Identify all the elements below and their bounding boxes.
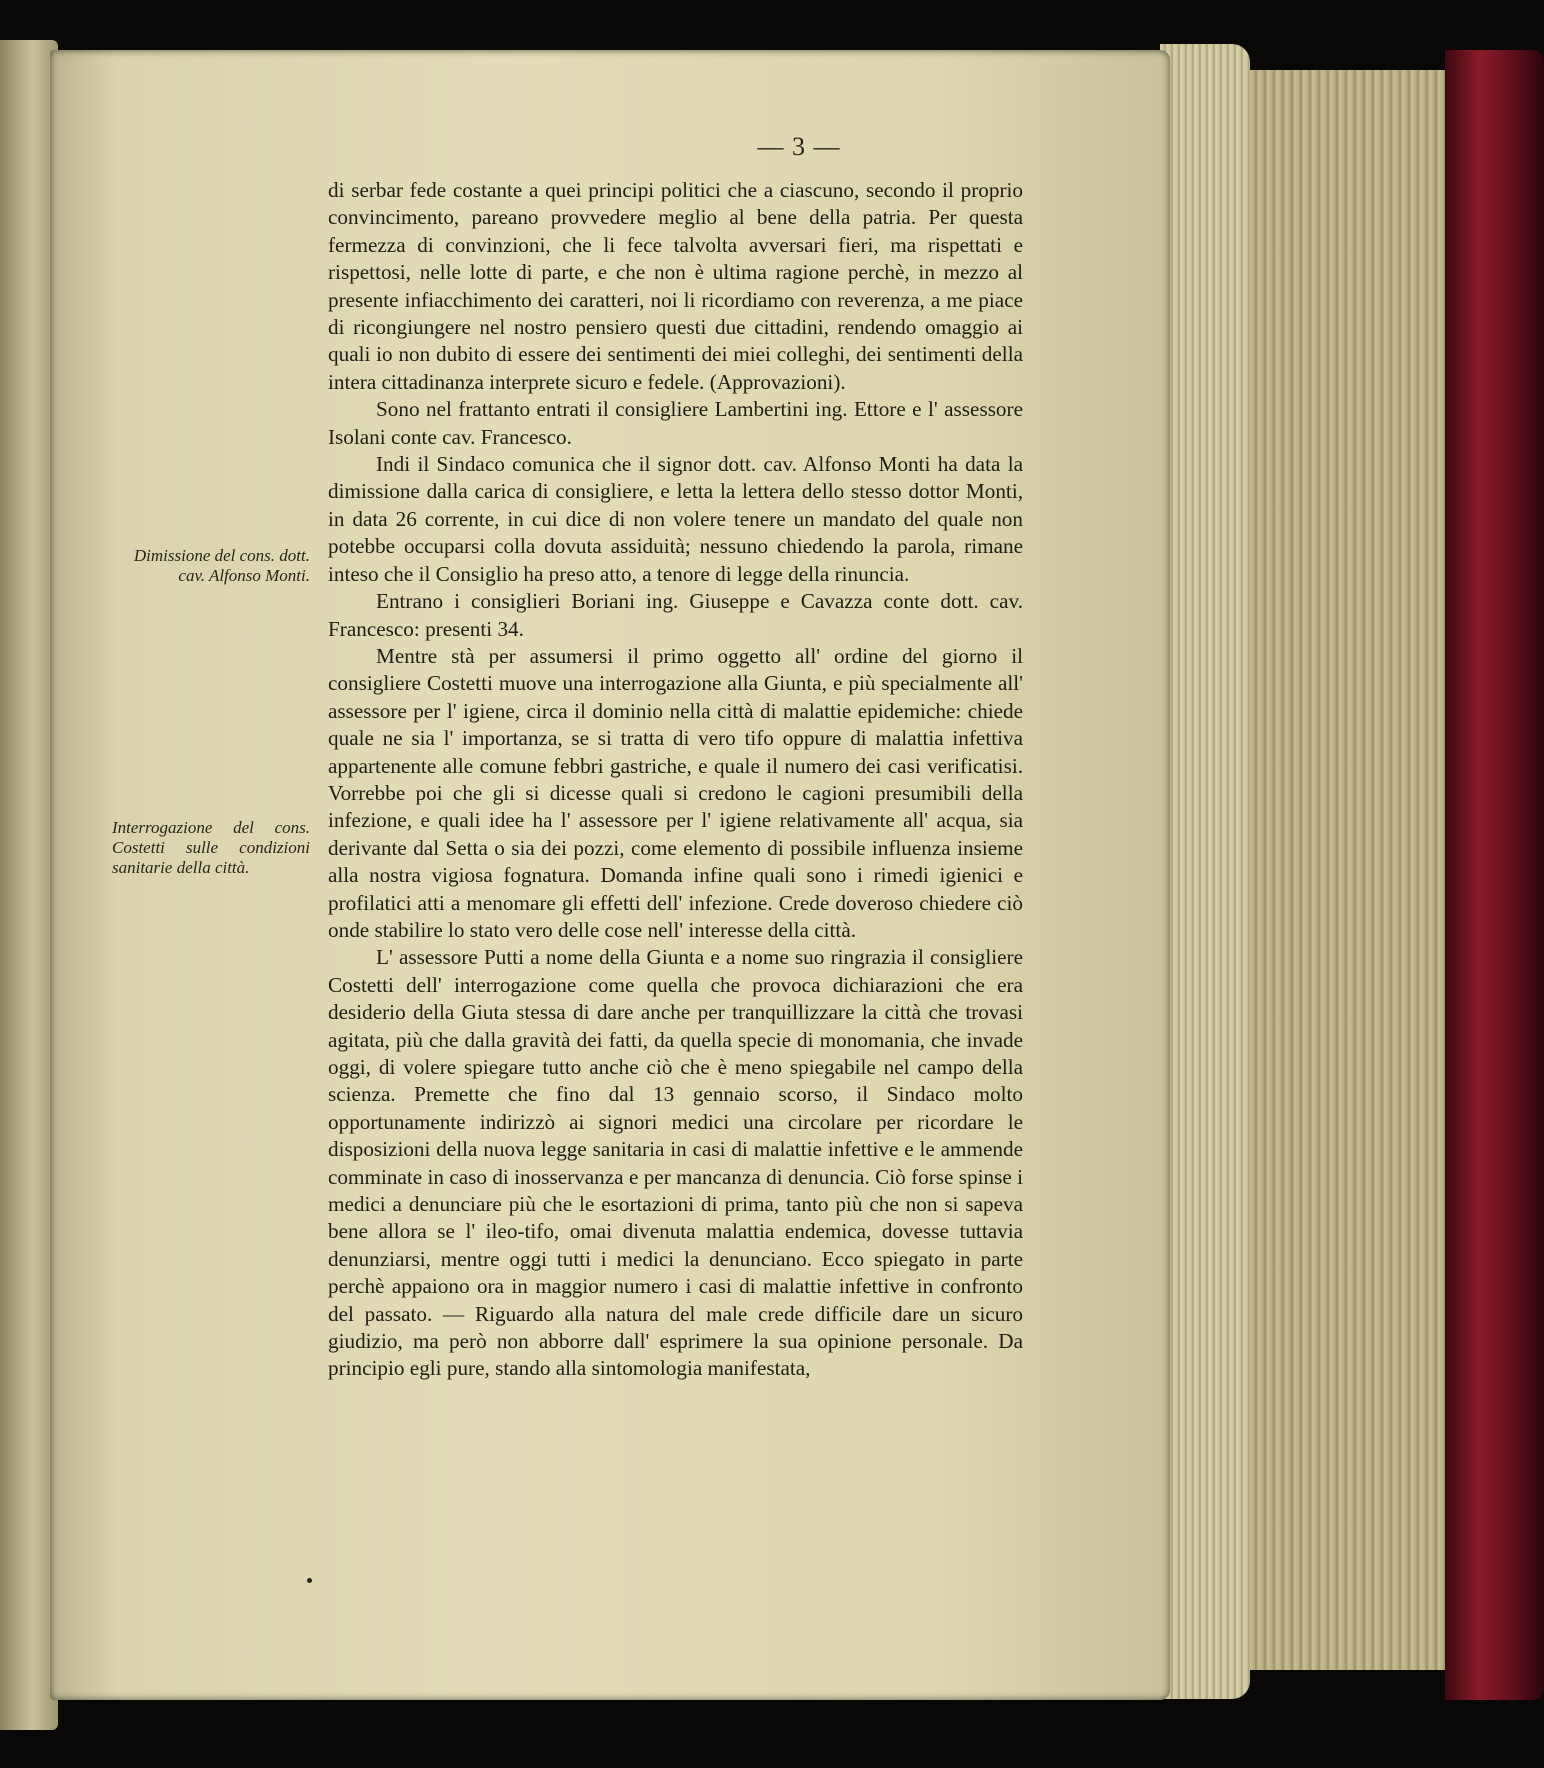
margin-note-interrogazione: Interrogazione del cons. Costetti sulle condizioni sanitarie della città.: [112, 818, 310, 877]
body-text: [328, 177, 1023, 1383]
paragraph: Mentre stà per assumersi il primo oggetto all' ordine del giorno il consigliere Costetti muove una interrogazione alla Giunta, e più specialmente all' assessore per l' igiene, circa il dominio nella città di malattie epidemiche: chiede quale ne sia l' importanza, se si tratta di vero tifo oppure di malattia infettiva appartenente alle comune febbri gastriche, e quale il numero dei casi verificatisi. Vorrebbe poi che gli si dicesse quali si credono le cagioni presumibili della infezione, e quali idee ha l' assessore per l' igiene relativamente all' acqua, sia derivante dal Setta o sia dei pozzi, come elemento di possibile influenza insieme alla nostra vigiosa fognatura. Domanda infine quali sono i rimedi igienici e profilatici atti a menomare gli effetti dell' infezione. Crede doveroso chiedere ciò onde stabilire lo stato vero delle cose nell' interesse della città.: [328, 643, 1023, 942]
paragraph: L' assessore Putti a nome della Giunta e a nome suo ringrazia il consigliere Costetti dell' interrogazione come quella che provoca dichiarazioni che era desiderio della Giuta stessa di dare anche per tranquillizzare la città che trovasi agitata, più che dalla gravità dei fatti, da quella specie di monomania, che invade oggi, di volere spiegare tutto anche ciò che è meno spiegabile nel campo della scienza. Premette che fino dal 13 gennaio scorso, il Sindaco molto opportunamente indirizzò ai signori medici una circolare per ricordare le disposizioni della nuova legge sanitaria in casi di malattie infettive e le ammende comminate in caso di inosservanza e per mancanza di denuncia. Ciò forse spinse i medici a denunciare più che le esortazioni di prima, tanto più che non si sapeva bene allora se l' ileo-tifo, omai divenuta malattia endemica, dovesse tuttavia denunziarsi, mentre oggi tutti i medici la denunciano. Ecco spiegato in parte perchè appaiono ora in maggior numero i casi di malattie infettive in confronto del passato. — Riguardo alla natura del male crede difficile dare un sicuro giudizio, ma però non abborre dall' esprimere la sua opinione personale. Da principio egli pure, stando alla sintomologia manifestata,: [328, 945, 1023, 1381]
page-stack-edge: [1160, 44, 1250, 1699]
paragraph: Entrano i consiglieri Boriani ing. Giuseppe e Cavazza conte dott. cav. Francesco: presenti 34.: [328, 589, 1023, 641]
ink-speck: [307, 1578, 312, 1583]
book-block-edge: [1250, 70, 1460, 1670]
paragraph: di serbar fede costante a quei principi politici che a ciascuno, secondo il proprio convincimento, pareano provvedere meglio al bene della patria. Per questa fermezza di convinzioni, che li fece talvolta avversari fieri, ma rispettati e rispettosi, nelle lotte di parte, e che non è ultima ragione perchè, in mezzo al presente infiacchimento dei caratteri, noi li ricordiamo con reverenza, a me piace di ricongiungere nel nostro pensiero questi due cittadini, rendendo omaggio ai quali io non dubito di essere dei sentimenti dei miei colleghi, dei sentimenti della intera cittadinanza interprete sicuro e fedele. (Approvazioni).: [328, 178, 1023, 394]
page-number: — 3 —: [757, 132, 841, 161]
paragraph: Sono nel frattanto entrati il consigliere Lambertini ing. Ettore e l' assessore Isolani conte cav. Francesco.: [328, 397, 1023, 449]
margin-note-dimissione: Dimissione del cons. dott. cav. Alfonso Monti.: [133, 546, 310, 585]
paragraph: Indi il Sindaco comunica che il signor dott. cav. Alfonso Monti ha data la dimissione dalla carica di consigliere, e letta la lettera dello stesso dottor Monti, in data 26 corrente, in cui dice di non volere tenere un mandato del quale non potebbe occuparsi colla dovuta assiduità; nessuno chiedendo la parola, rimane inteso che il Consiglio ha preso atto, a tenore di legge della rinuncia.: [328, 452, 1023, 586]
book-cover: [1445, 50, 1544, 1700]
